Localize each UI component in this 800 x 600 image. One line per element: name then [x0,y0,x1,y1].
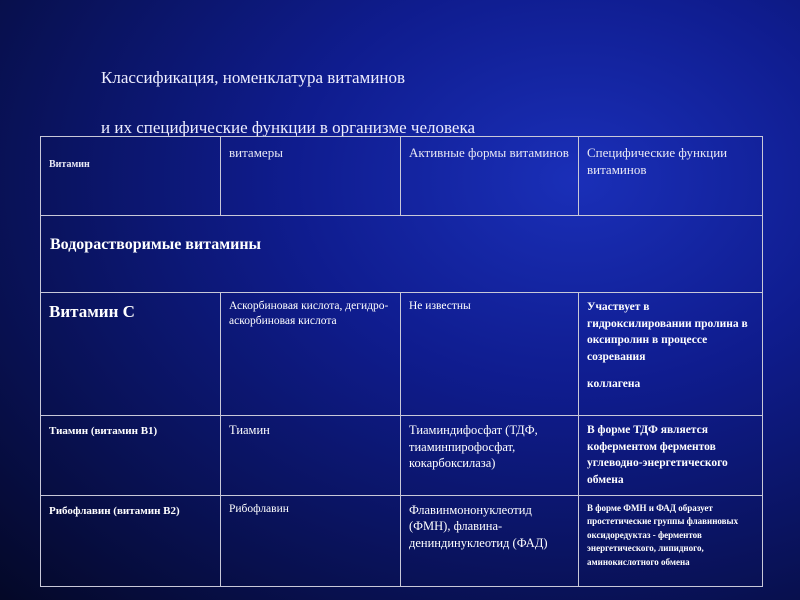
function-text: Участвует в гидроксилировании пролина в оксипролин в процессе созревания [587,301,748,364]
vitamin-name-cell: Витамин С [41,293,221,416]
table-row-thiamine [41,416,763,496]
vitamin-name-cell: Тиамин (витамин В1) [41,416,221,496]
section-row [41,216,763,293]
function-cell: В форме ФМН и ФАД образует простетические группы флавиновых оксидоредуктаз - ферментов энергетического, липидного, аминокислотного обмена [579,495,763,586]
header-cell-vitamin: Витамин [41,137,221,216]
header-cell-active-forms: Активные формы витаминов [401,137,579,216]
vitamins-table [40,136,763,587]
slide-title-line-1: Классификация, номенклатура витаминов [101,68,406,87]
vitamin-name-cell: Рибофлавин (витамин В2) [41,495,221,586]
vitamers-cell: Рибофлавин [221,495,401,586]
active-forms-cell: Не известны [401,293,579,416]
function-cell [579,293,763,416]
vitamers-cell: Тиамин [221,416,401,496]
table-row-riboflavin [41,495,763,586]
active-forms-cell: Флавинмононуклеотид (ФМН), флавина-дениндинуклеотид (ФАД) [401,495,579,586]
function-text-extra: коллагена [587,377,641,390]
section-cell-water-soluble: Водорастворимые витамины [41,216,763,293]
header-cell-functions: Специфические функции витаминов [579,137,763,216]
vitamers-cell: Аскорбиновая кислота, дегидро-аскорбиновая кислота [221,293,401,416]
active-forms-cell: Тиаминдифосфат (ТДФ, тиаминпирофосфат, кокарбоксилаза) [401,416,579,496]
function-cell: В форме ТДФ является коферментом ферментов углеводно-энергетического обмена [579,416,763,496]
header-cell-vitamers: витамеры [221,137,401,216]
table-header-row [41,137,763,216]
slide-title-line-2: и их специфические функции в организме человека [101,118,476,137]
table-row-vitamin-c [41,293,763,416]
